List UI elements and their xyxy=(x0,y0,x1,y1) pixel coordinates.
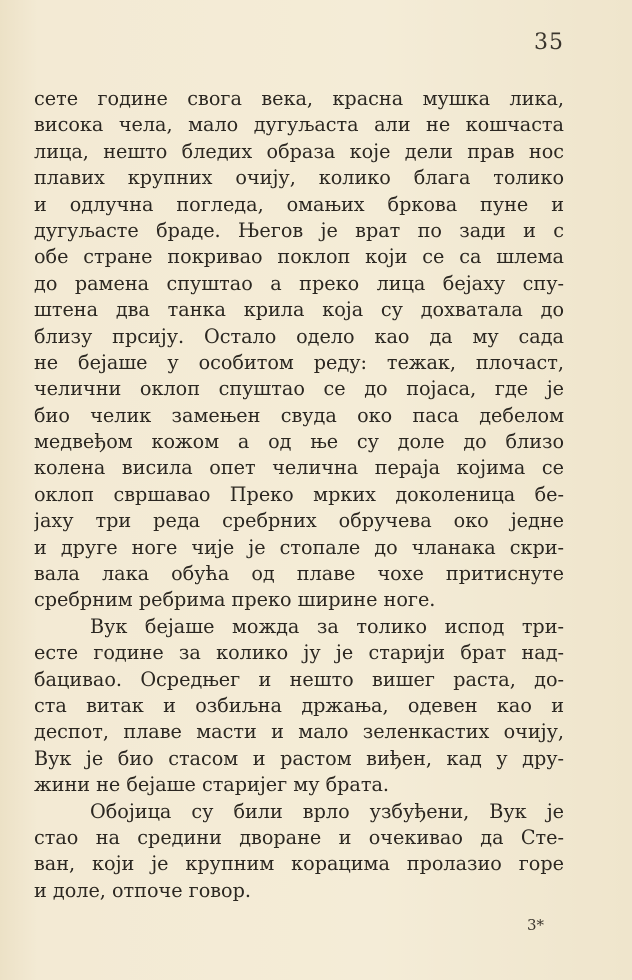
text-line: ван, који је крупним корацима пролазио горе xyxy=(34,852,564,876)
text-line: лица, нешто бледих образа које дели прав нос xyxy=(34,139,564,163)
text-line: Обојица су били врло узбуђени, Вук је xyxy=(90,799,564,823)
text-line: колена висила опет челична пераја којима се xyxy=(34,456,564,480)
text-line: висока чела, мало дугуљаста али не кошчаста xyxy=(34,113,564,137)
text-line: ста витак и озбиљна држања, одевен као и xyxy=(34,693,564,717)
text-line: близу прсију. Остало одело као да му сада xyxy=(34,324,564,348)
page-number: 35 xyxy=(534,30,564,55)
text-line: и доле, отпоче говор. xyxy=(34,878,251,902)
text-line: бацивао. Осредњег и нешто вишег раста, до- xyxy=(34,667,564,691)
text-line: сребрним ребрима преко ширине ноге. xyxy=(34,588,436,612)
text-line: деспот, плаве масти и мало зеленкастих очију, xyxy=(34,720,564,744)
text-line: медвеђом кожом а од ње су доле до близо xyxy=(34,430,564,454)
text-line: до рамена спуштао а преко лица бејаху спу- xyxy=(34,271,564,295)
text-line: не бејаше у особитом реду: тежак, плочаст, xyxy=(34,350,564,374)
text-line: дугуљасте браде. Његов је врат по зади и с xyxy=(34,218,564,242)
text-line: обе стране покривао поклоп који се са шлема xyxy=(34,245,564,269)
text-line: есте године за колико ју је старији брат над- xyxy=(34,641,564,665)
text-line: Вук бејаше можда за толико испод три- xyxy=(90,614,564,638)
text-line: челични оклоп спуштао се до појаса, где је xyxy=(34,377,564,401)
text-line: сете године свога века, красна мушка лика, xyxy=(34,87,564,110)
signature-mark: 3* xyxy=(526,916,544,934)
text-line: плавих крупних очију, колико блага толико xyxy=(34,166,564,190)
text-line: жини не бејаше старијег му брата. xyxy=(34,773,390,797)
body-text xyxy=(34,86,564,904)
text-line: био челик замењен свуда око паса дебелом xyxy=(34,403,564,427)
text-line: и друге ноге чије је стопале до чланака скри- xyxy=(34,535,564,559)
text-line: оклоп свршавао Преко мрких доколеница бе- xyxy=(34,482,564,506)
text-line: јаху три реда сребрних обручева око једне xyxy=(34,509,564,533)
text-line: штена два танка крила која су дохватала до xyxy=(34,298,564,322)
text-line: и одлучна погледа, омањих бркова пуне и xyxy=(34,192,564,216)
text-line: стао на средини дворане и очекивао да Сте- xyxy=(34,825,564,849)
text-line: вала лака обућа од плаве чохе притиснуте xyxy=(34,562,564,586)
text-line: Вук је био стасом и растом виђен, кад у дру- xyxy=(34,746,564,770)
